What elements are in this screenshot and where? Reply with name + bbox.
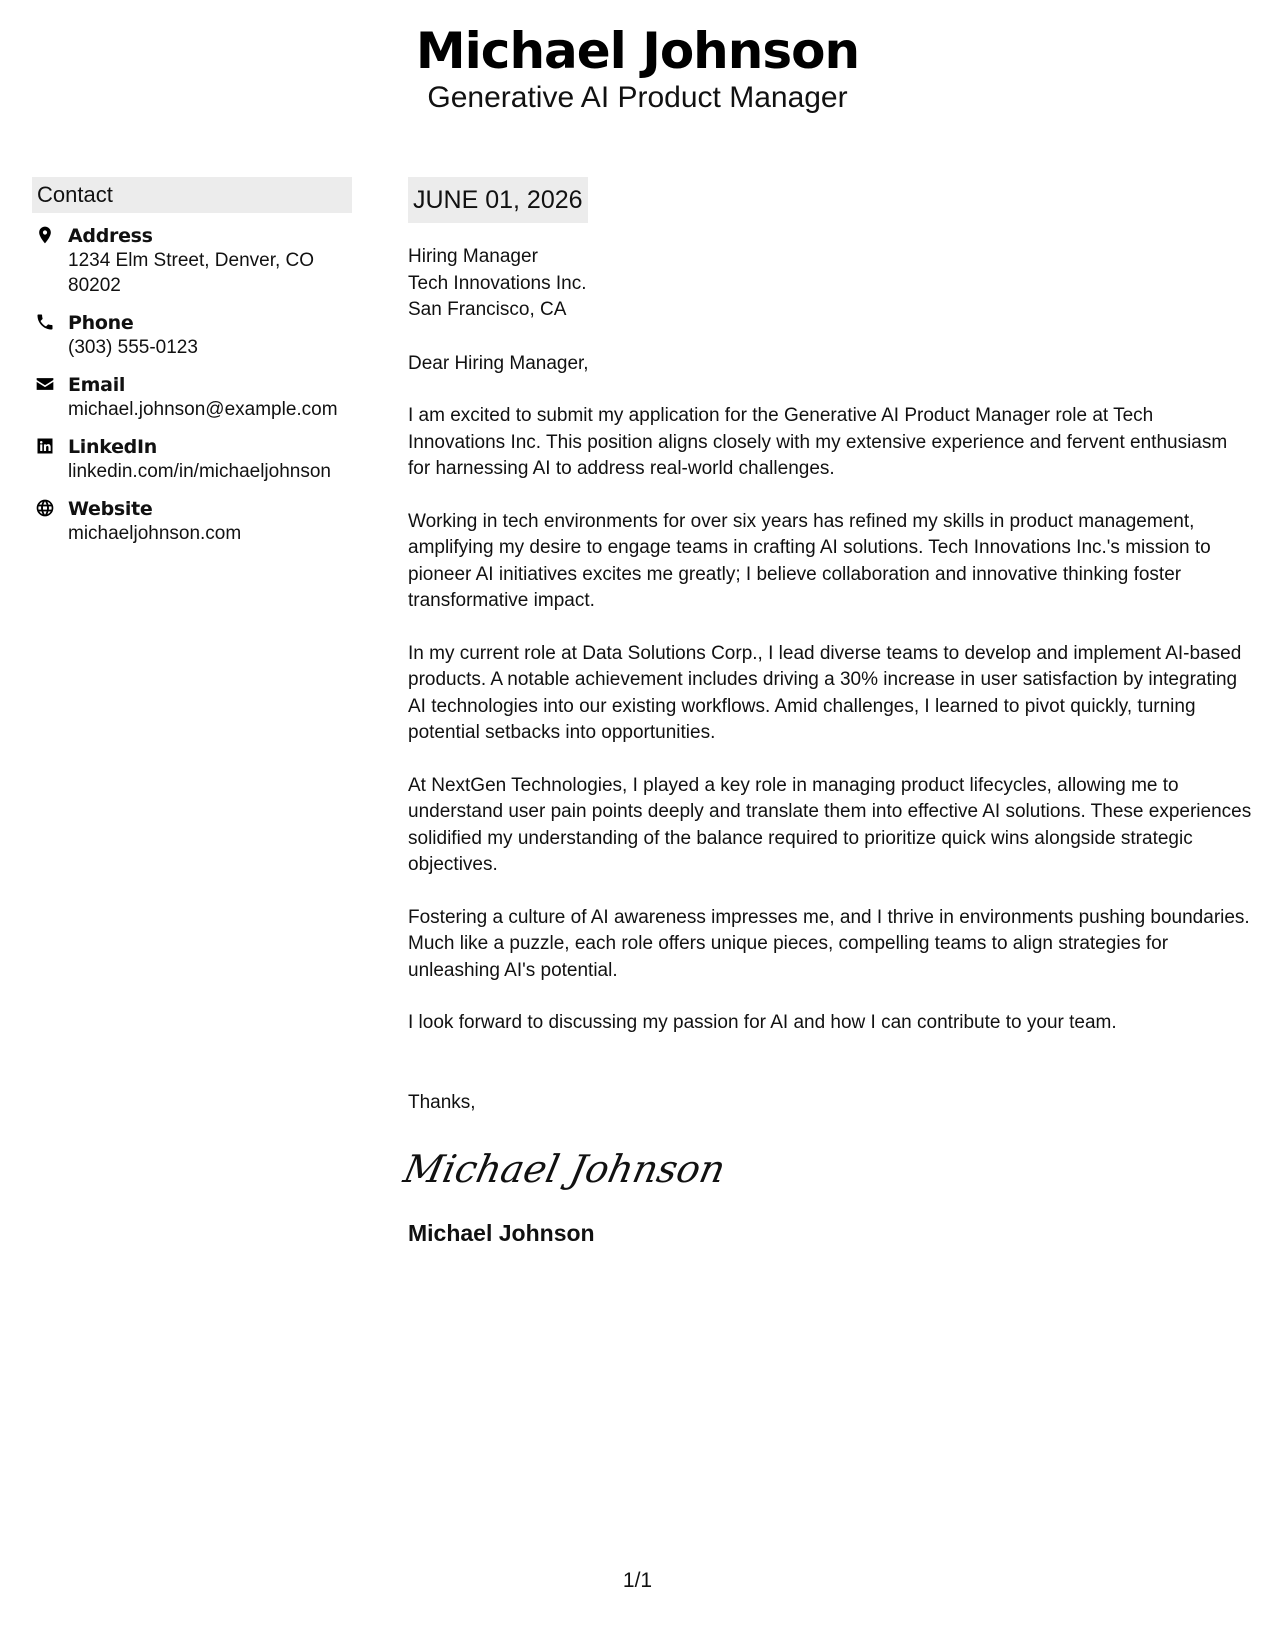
linkedin-icon bbox=[34, 435, 56, 457]
contact-address bbox=[32, 224, 352, 298]
recipient-company: Tech Innovations Inc. bbox=[408, 272, 587, 294]
map-pin-icon bbox=[34, 224, 56, 246]
recipient-name: Hiring Manager bbox=[408, 246, 538, 267]
applicant-title: Generative AI Product Manager bbox=[427, 81, 848, 114]
recipient-block bbox=[408, 244, 1253, 324]
contact-sidebar bbox=[32, 177, 352, 559]
envelope-icon bbox=[34, 373, 56, 395]
contact-email bbox=[32, 373, 352, 422]
signature-script: Michael Johnson bbox=[399, 1147, 730, 1192]
page-number: 1/1 bbox=[622, 1569, 653, 1592]
phone-icon bbox=[34, 311, 56, 333]
letter-paragraph: I look forward to discussing my passion for AI and how I can contribute to your team. bbox=[408, 1012, 1117, 1033]
letter-paragraph: At NextGen Technologies, I played a key role in managing product lifecycles, allowing me to understand user pain points deeply and translate them into effective AI solutions. These experiences solidified my understanding of the balance required to prioritize quick wins alongside strategic objectives. bbox=[408, 774, 1252, 875]
globe-icon bbox=[34, 497, 56, 519]
letter-paragraph: I am excited to submit my application for the Generative AI Product Manager role at Tech Innovations Inc. This position aligns closely with my extensive experience and fervent enthusiasm for harnessing AI to address real-world challenges. bbox=[408, 405, 1228, 479]
contact-list bbox=[32, 224, 352, 546]
linkedin-label: LinkedIn bbox=[68, 436, 157, 458]
contact-linkedin bbox=[32, 435, 352, 484]
closing: Thanks, bbox=[408, 1091, 476, 1113]
letter-header bbox=[0, 22, 1275, 116]
letter-paragraph: In my current role at Data Solutions Corp., I lead diverse teams to develop and implement AI-based products. A notable achievement includes driving a 30% increase in user satisfaction by integrating AI technologies into our existing workflows. Amid challenges, I learned to pivot quickly, turning potential setbacks into opportunities. bbox=[408, 642, 1242, 743]
letter-paragraph: Working in tech environments for over six years has refined my skills in product management, amplifying my desire to engage teams in crafting AI solutions. Tech Innovations Inc.'s mission to pioneer AI initiatives excites me greatly; I believe collaboration and innovative thinking foster transformative impact. bbox=[408, 510, 1211, 611]
address-value: 1234 Elm Street, Denver, CO 80202 bbox=[68, 250, 315, 296]
applicant-name: Michael Johnson bbox=[415, 22, 860, 80]
signature-image bbox=[399, 1144, 730, 1196]
website-value[interactable]: michaeljohnson.com bbox=[68, 523, 242, 544]
linkedin-value[interactable]: linkedin.com/in/michaeljohnson bbox=[68, 461, 331, 482]
contact-phone bbox=[32, 311, 352, 360]
letter-paragraph: Fostering a culture of AI awareness impresses me, and I thrive in environments pushing boundaries. Much like a puzzle, each role offers unique pieces, compelling teams to align strategies for unleashing AI's potential. bbox=[408, 906, 1250, 981]
phone-label: Phone bbox=[68, 312, 134, 334]
address-label: Address bbox=[68, 225, 153, 247]
contact-website bbox=[32, 497, 352, 546]
salutation: Dear Hiring Manager, bbox=[408, 352, 589, 374]
signer-name: Michael Johnson bbox=[408, 1220, 595, 1246]
recipient-location: San Francisco, CA bbox=[408, 299, 567, 320]
letter-body bbox=[399, 177, 1253, 1247]
handwritten-signature bbox=[399, 1144, 1253, 1194]
email-label: Email bbox=[68, 374, 126, 396]
email-value[interactable]: michael.johnson@example.com bbox=[68, 399, 338, 420]
letter-date: JUNE 01, 2026 bbox=[408, 177, 588, 223]
contact-heading: Contact bbox=[32, 177, 352, 213]
website-label: Website bbox=[68, 498, 153, 520]
phone-value: (303) 555-0123 bbox=[68, 337, 198, 358]
